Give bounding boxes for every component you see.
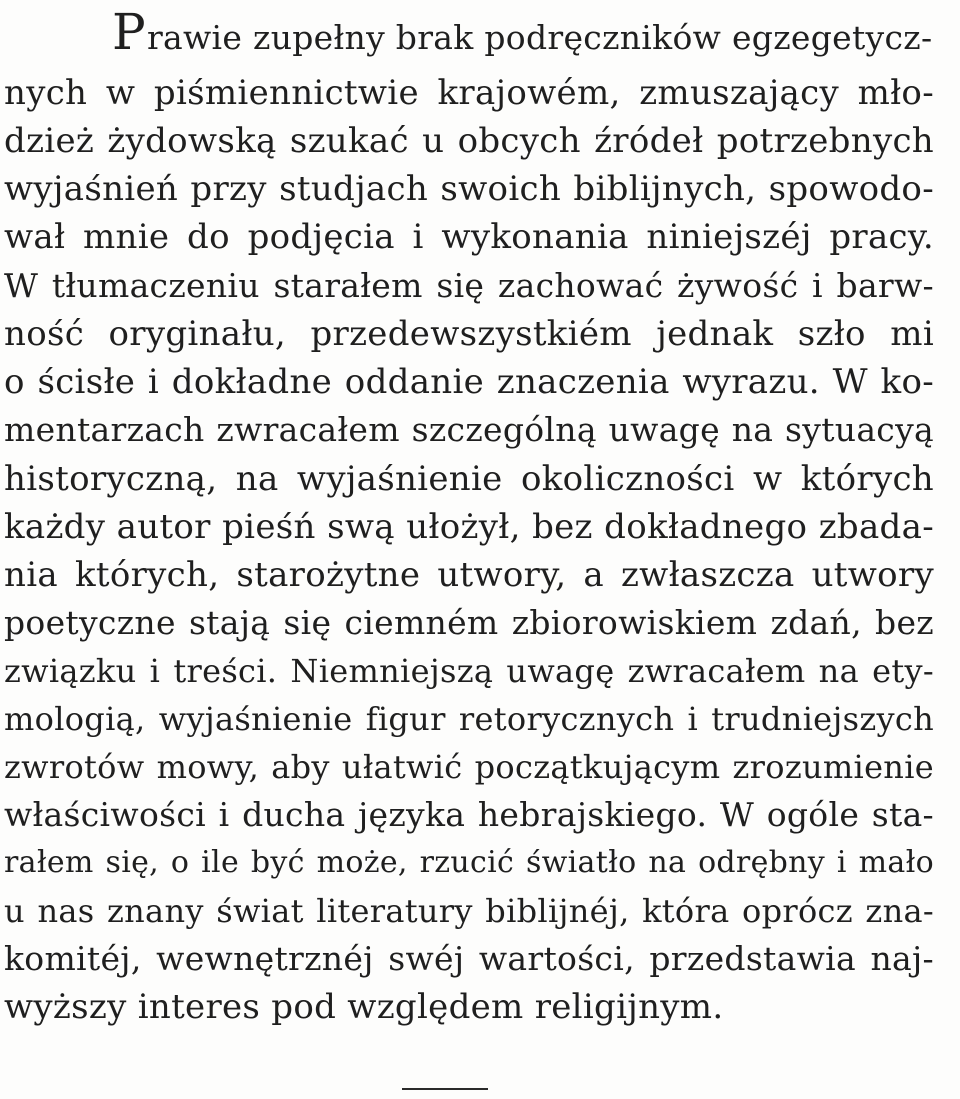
text-line-16: zwrotów mowy, aby ułatwić początkującym zrozumienie [4,748,934,786]
text-line-1-content: rawie zupełny brak podręczników egzegetycz- [146,18,933,57]
text-line-2: nych w piśmiennictwie krajowém, zmuszający mło- [4,73,934,113]
text-line-21: wyższy interes pod względem religijnym. [4,987,724,1027]
text-line-12: nia których, starożytne utwory, a zwłaszcza utwory [4,555,934,595]
text-line-13: poetyczne stają się ciemném zbiorowiskiem zdań, bez [4,603,934,642]
text-line-9: mentarzach zwracałem szczególną uwagę na sytuacyą [4,410,934,449]
drop-cap: P [112,3,146,61]
text-line-1 [112,3,933,61]
text-line-15: mologią, wyjaśnienie figur retorycznych i trudniejszych [4,700,934,738]
text-line-10: historyczną, na wyjaśnienie okoliczności w których [4,459,934,499]
text-line-5: wał mnie do podjęcia i wykonania niniejszéj pracy. [4,217,934,257]
text-line-20: komitéj, wewnętrznéj swéj wartości, przedstawia naj- [4,939,934,978]
text-line-18: rałem się, o ile być może, rzucić światło na odrębny i mało [4,845,934,880]
section-divider [402,1088,488,1090]
text-line-8: o ścisłe i dokładne oddanie znaczenia wyrazu. W ko- [4,362,934,402]
text-line-6: W tłumaczeniu starałem się zachować żywość i barw- [4,266,934,305]
text-line-14: związku i treści. Niemniejszą uwagę zwracałem na ety- [4,652,934,690]
text-line-11: każdy autor pieśń swą ułożył, bez dokładnego zbada- [4,507,934,547]
text-line-7: ność oryginału, przedewszystkiém jednak szło mi [4,314,934,354]
text-line-19: u nas znany świat literatury biblijnéj, która oprócz zna- [4,892,934,930]
text-line-17: właściwości i ducha języka hebrajskiego. W ogóle sta- [4,795,934,834]
text-line-3: dzież żydowską szukać u obcych źródeł potrzebnych [4,121,934,161]
text-line-4: wyjaśnień przy studjach swoich biblijnych, spowodo- [4,169,934,209]
